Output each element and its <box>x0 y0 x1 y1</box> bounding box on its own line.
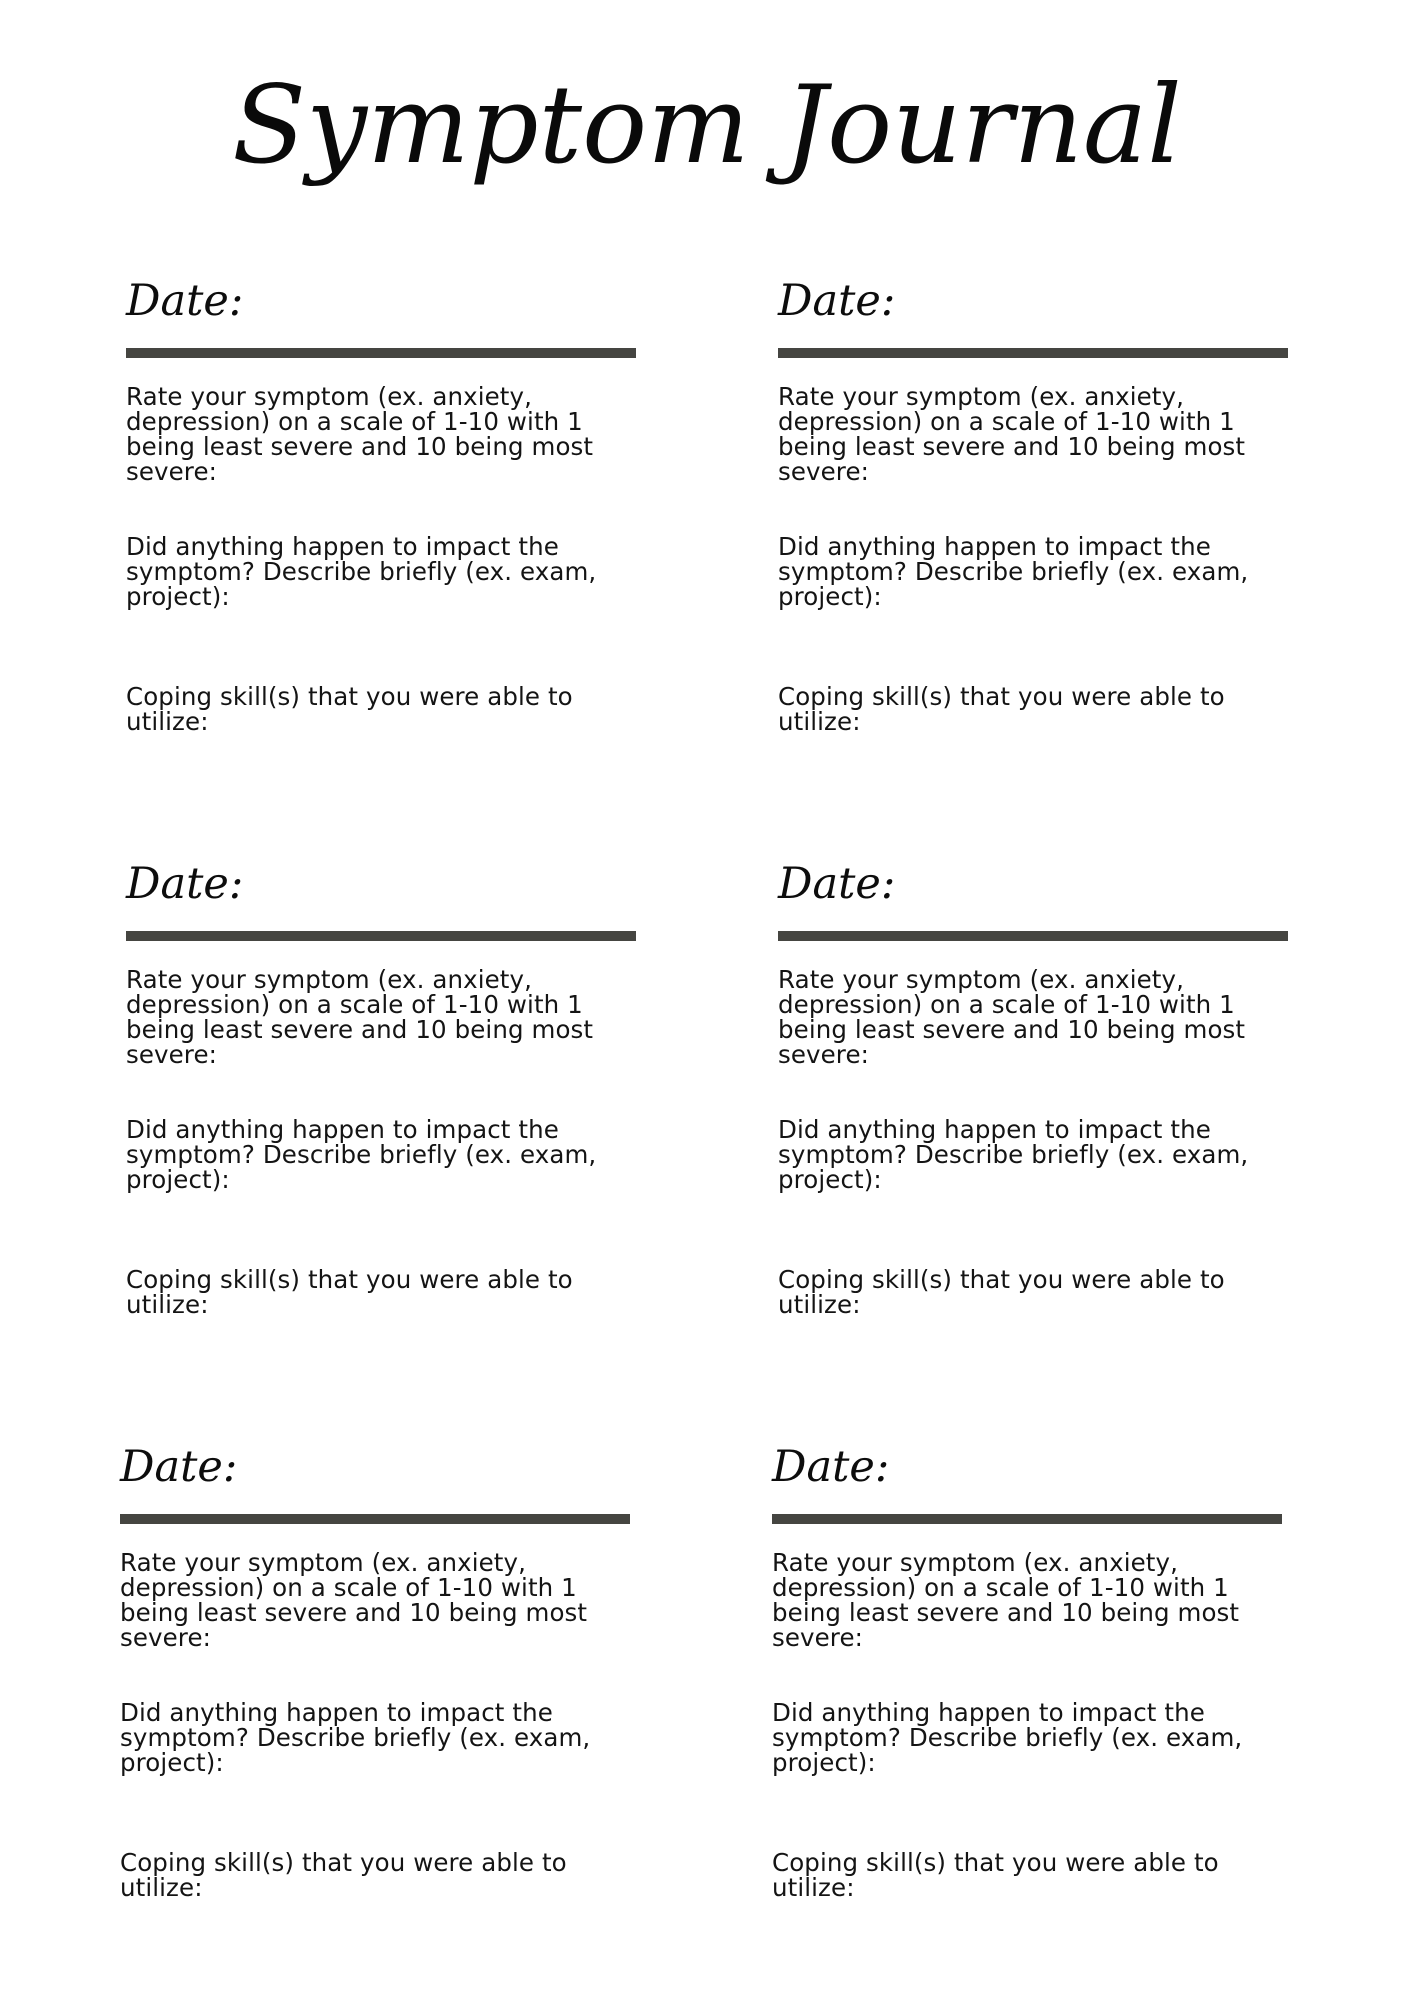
date-label: Date: <box>772 1442 890 1492</box>
date-label: Date: <box>120 1442 238 1492</box>
rate-symptom-prompt: Rate your symptom (ex. anxiety, depression) on a scale of 1-10 with 1 being least severe and 10 being most severe: <box>126 382 594 486</box>
impact-prompt: Did anything happen to impact the symptom? Describe briefly (ex. exam, project): <box>126 1115 597 1194</box>
coping-skills-prompt: Coping skill(s) that you were able to utilize: <box>778 1265 1225 1319</box>
rate-symptom-prompt: Rate your symptom (ex. anxiety, depression) on a scale of 1-10 with 1 being least severe and 10 being most severe: <box>120 1548 588 1652</box>
impact-prompt: Did anything happen to impact the symptom? Describe briefly (ex. exam, project): <box>126 532 597 611</box>
coping-skills-prompt: Coping skill(s) that you were able to utilize: <box>772 1848 1219 1902</box>
date-label: Date: <box>126 276 244 326</box>
rate-symptom-prompt: Rate your symptom (ex. anxiety, depression) on a scale of 1-10 with 1 being least severe and 10 being most severe: <box>126 965 594 1069</box>
date-underline <box>778 931 1288 941</box>
date-underline <box>772 1514 1282 1524</box>
impact-prompt: Did anything happen to impact the symptom? Describe briefly (ex. exam, project): <box>772 1698 1243 1777</box>
date-underline <box>126 348 636 358</box>
coping-skills-prompt: Coping skill(s) that you were able to utilize: <box>126 682 573 736</box>
date-label: Date: <box>778 276 896 326</box>
rate-symptom-prompt: Rate your symptom (ex. anxiety, depression) on a scale of 1-10 with 1 being least severe and 10 being most severe: <box>778 965 1246 1069</box>
rate-symptom-prompt: Rate your symptom (ex. anxiety, depression) on a scale of 1-10 with 1 being least severe and 10 being most severe: <box>778 382 1246 486</box>
coping-skills-prompt: Coping skill(s) that you were able to utilize: <box>778 682 1225 736</box>
page-title: Symptom Journal <box>232 63 1182 188</box>
coping-skills-prompt: Coping skill(s) that you were able to utilize: <box>120 1848 567 1902</box>
date-underline <box>120 1514 630 1524</box>
date-underline <box>126 931 636 941</box>
impact-prompt: Did anything happen to impact the symptom? Describe briefly (ex. exam, project): <box>120 1698 591 1777</box>
date-label: Date: <box>778 859 896 909</box>
date-label: Date: <box>126 859 244 909</box>
date-underline <box>778 348 1288 358</box>
rate-symptom-prompt: Rate your symptom (ex. anxiety, depression) on a scale of 1-10 with 1 being least severe and 10 being most severe: <box>772 1548 1240 1652</box>
coping-skills-prompt: Coping skill(s) that you were able to utilize: <box>126 1265 573 1319</box>
impact-prompt: Did anything happen to impact the symptom? Describe briefly (ex. exam, project): <box>778 532 1249 611</box>
impact-prompt: Did anything happen to impact the symptom? Describe briefly (ex. exam, project): <box>778 1115 1249 1194</box>
